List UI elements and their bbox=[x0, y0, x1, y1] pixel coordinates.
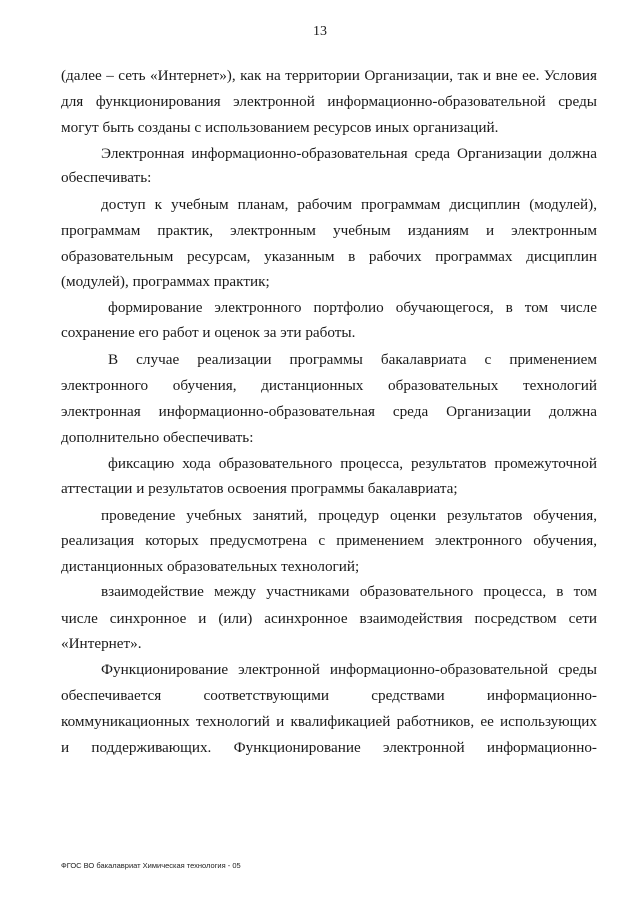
page-number: 13 bbox=[313, 24, 327, 39]
text-line: программам практик, электронным учебным изданиям и электронным bbox=[61, 222, 597, 239]
text-line: и поддерживающих. Функционирование электронной информационно- bbox=[61, 739, 597, 756]
text-line: числе синхронное и (или) асинхронное взаимодействия посредством сети bbox=[61, 610, 597, 627]
text-line: электронного обучения, дистанционных образовательных технологий bbox=[61, 377, 597, 394]
text-line: обеспечивается соответствующими средствами информационно- bbox=[61, 687, 597, 704]
page-footer: ФГОС ВО бакалавриат Химическая технология - 05 bbox=[61, 861, 241, 870]
text-line: фиксацию хода образовательного процесса, результатов промежуточной bbox=[108, 455, 597, 472]
text-line: для функционирования электронной информационно-образовательной среды bbox=[61, 93, 597, 110]
text-line: могут быть созданы с использованием ресурсов иных организаций. bbox=[61, 119, 499, 136]
text-line: Функционирование электронной информационно-образовательной среды bbox=[101, 661, 597, 678]
text-line: В случае реализации программы бакалавриата с применением bbox=[108, 351, 597, 368]
text-line: доступ к учебным планам, рабочим программам дисциплин (модулей), bbox=[101, 196, 597, 213]
text-line: проведение учебных занятий, процедур оценки результатов обучения, bbox=[101, 507, 597, 524]
text-line: дистанционных образовательных технологий; bbox=[61, 558, 360, 575]
text-line: формирование электронного портфолио обучающегося, в том числе bbox=[108, 299, 597, 316]
text-line: (модулей), программах практик; bbox=[61, 273, 270, 290]
text-line: реализация которых предусмотрена с применением электронного обучения, bbox=[61, 532, 597, 549]
text-line: Электронная информационно-образовательная среда Организации должна bbox=[101, 145, 597, 162]
text-line: коммуникационных технологий и квалификацией работников, ее использующих bbox=[61, 713, 597, 730]
text-line: обеспечивать: bbox=[61, 169, 152, 186]
text-line: электронная информационно-образовательная среда Организации должна bbox=[61, 403, 597, 420]
text-line: сохранение его работ и оценок за эти работы. bbox=[61, 324, 356, 341]
text-line: «Интернет». bbox=[61, 635, 142, 652]
text-line: образовательным ресурсам, указанным в рабочих программах дисциплин bbox=[61, 248, 597, 265]
text-line: дополнительно обеспечивать: bbox=[61, 429, 254, 446]
text-line: аттестации и результатов освоения программы бакалавриата; bbox=[61, 480, 458, 497]
text-line: (далее – сеть «Интернет»), как на территории Организации, так и вне ее. Условия bbox=[61, 67, 597, 84]
text-line: взаимодействие между участниками образовательного процесса, в том bbox=[101, 583, 597, 600]
